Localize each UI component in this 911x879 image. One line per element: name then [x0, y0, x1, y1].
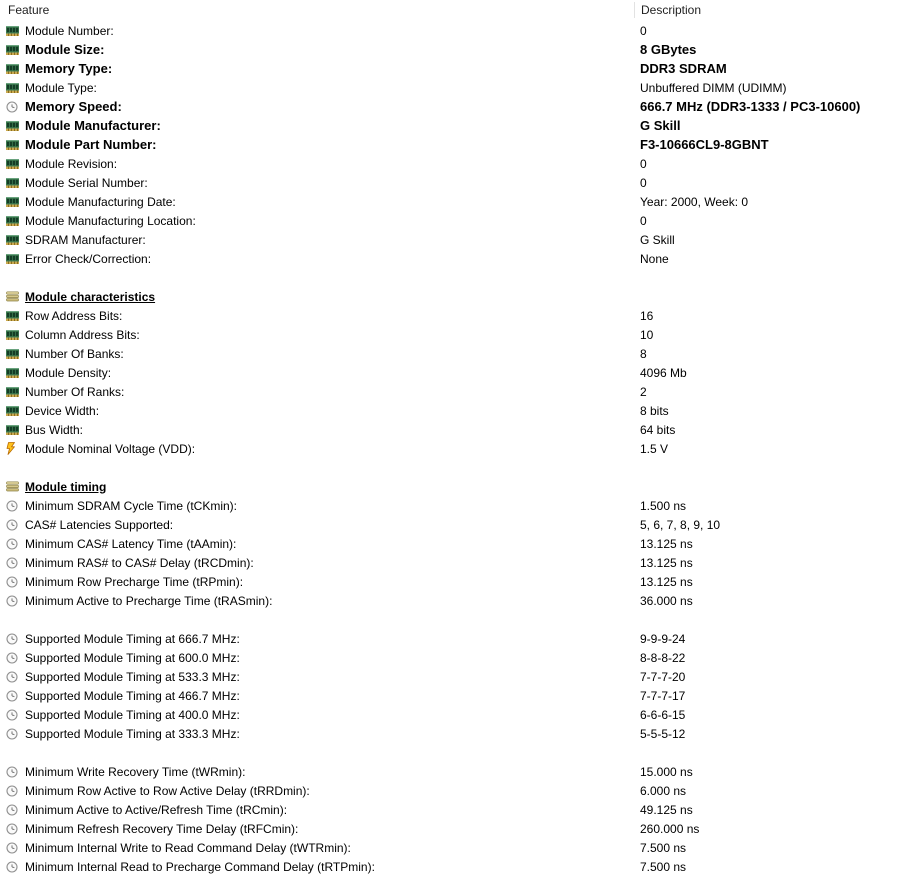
feature-label: Minimum SDRAM Cycle Time (tCKmin):	[25, 498, 238, 513]
feature-cell	[6, 40, 104, 59]
feature-cell	[6, 477, 106, 496]
feature-cell	[6, 838, 351, 857]
clock-icon	[6, 670, 20, 683]
description-value: 8-8-8-22	[640, 650, 686, 665]
description-value: 13.125 ns	[640, 574, 693, 589]
feature-label: Supported Module Timing at 600.0 MHz:	[25, 650, 240, 665]
spd-row[interactable]	[0, 59, 911, 78]
ram-icon	[6, 423, 20, 436]
spd-row[interactable]	[0, 192, 911, 211]
spacer-row	[0, 743, 911, 762]
description-value: F3-10666CL9-8GBNT	[640, 137, 769, 152]
ram-icon	[6, 385, 20, 398]
description-value: 0	[640, 213, 647, 228]
clock-icon	[6, 651, 20, 664]
feature-cell	[6, 306, 122, 325]
feature-column-header[interactable]: Feature	[8, 3, 50, 17]
feature-label: Supported Module Timing at 400.0 MHz:	[25, 707, 240, 722]
description-value: 1.5 V	[640, 441, 669, 456]
section-header-row[interactable]	[0, 477, 911, 496]
feature-cell	[6, 401, 99, 420]
spd-row[interactable]	[0, 344, 911, 363]
spd-row[interactable]	[0, 363, 911, 382]
feature-label: Number Of Banks:	[25, 346, 124, 361]
feature-cell	[6, 21, 114, 40]
clock-icon	[6, 708, 20, 721]
feature-cell	[6, 648, 240, 667]
ram-icon	[6, 43, 20, 56]
feature-label: SDRAM Manufacturer:	[25, 232, 146, 247]
description-value: 15.000 ns	[640, 764, 693, 779]
feature-cell	[6, 249, 151, 268]
spd-row[interactable]	[0, 249, 911, 268]
ram-icon	[6, 214, 20, 227]
spd-row[interactable]	[0, 572, 911, 591]
section-title: Module characteristics	[25, 289, 156, 304]
description-value: 7.500 ns	[640, 840, 687, 855]
ram-icon	[6, 328, 20, 341]
stack-icon	[6, 290, 20, 303]
clock-icon	[6, 632, 20, 645]
description-value: Year: 2000, Week: 0	[640, 194, 749, 209]
spd-row[interactable]	[0, 401, 911, 420]
feature-label: Minimum Row Active to Row Active Delay (tRRDmin):	[25, 783, 310, 798]
description-column-header[interactable]: Description	[641, 3, 702, 17]
description-value: Unbuffered DIMM (UDIMM)	[640, 80, 787, 95]
description-value: 1.500 ns	[640, 498, 687, 513]
feature-label: Module Manufacturing Date:	[25, 194, 176, 209]
description-value: 0	[640, 175, 647, 190]
description-value: 260.000 ns	[640, 821, 700, 836]
feature-cell	[6, 591, 272, 610]
feature-cell	[6, 439, 195, 458]
description-value: 6-6-6-15	[640, 707, 686, 722]
spacer-row	[0, 458, 911, 477]
spd-row[interactable]	[0, 762, 911, 781]
clock-icon	[6, 537, 20, 550]
ram-icon	[6, 176, 20, 189]
ram-icon	[6, 24, 20, 37]
feature-label: Module Serial Number:	[25, 175, 148, 190]
feature-cell	[6, 325, 140, 344]
clock-icon	[6, 727, 20, 740]
spd-row[interactable]	[0, 781, 911, 800]
feature-label: Minimum Internal Read to Precharge Command Delay (tRTPmin):	[25, 859, 375, 874]
spd-row[interactable]	[0, 116, 911, 135]
feature-cell	[6, 287, 155, 306]
description-value: 13.125 ns	[640, 536, 693, 551]
feature-label: Module Size:	[25, 42, 105, 57]
spd-row[interactable]	[0, 800, 911, 819]
feature-label: Minimum RAS# to CAS# Delay (tRCDmin):	[25, 555, 254, 570]
description-value: 4096 Mb	[640, 365, 687, 380]
spd-row[interactable]	[0, 857, 911, 876]
spacer-row	[0, 610, 911, 629]
feature-cell	[6, 572, 243, 591]
feature-cell	[6, 173, 148, 192]
feature-label: Minimum Active to Active/Refresh Time (tRCmin):	[25, 802, 288, 817]
spd-row[interactable]	[0, 439, 911, 458]
stack-icon	[6, 480, 20, 493]
spd-row[interactable]	[0, 629, 911, 648]
feature-cell	[6, 59, 112, 78]
description-value: 9-9-9-24	[640, 631, 686, 646]
description-value: 16	[640, 308, 654, 323]
ram-icon	[6, 195, 20, 208]
description-value: 6.000 ns	[640, 783, 687, 798]
feature-label: Module Number:	[25, 23, 114, 38]
feature-cell	[6, 800, 287, 819]
description-value: 0	[640, 23, 647, 38]
description-value: 36.000 ns	[640, 593, 693, 608]
ram-icon	[6, 404, 20, 417]
feature-label: Module Part Number:	[25, 137, 157, 152]
description-value: 64 bits	[640, 422, 676, 437]
ram-icon	[6, 81, 20, 94]
ram-icon	[6, 119, 20, 132]
section-title: Module timing	[25, 479, 107, 494]
feature-cell	[6, 781, 310, 800]
feature-cell	[6, 363, 111, 382]
feature-label: Module Manufacturing Location:	[25, 213, 196, 228]
ram-icon	[6, 157, 20, 170]
feature-cell	[6, 230, 146, 249]
feature-cell	[6, 819, 298, 838]
feature-cell	[6, 686, 240, 705]
feature-cell	[6, 553, 254, 572]
description-value: 49.125 ns	[640, 802, 693, 817]
listview-column-header	[0, 0, 911, 21]
description-value: 2	[640, 384, 647, 399]
clock-icon	[6, 689, 20, 702]
spd-row[interactable]	[0, 667, 911, 686]
spd-row[interactable]	[0, 211, 911, 230]
spd-row[interactable]	[0, 382, 911, 401]
clock-icon	[6, 784, 20, 797]
description-value: 10	[640, 327, 654, 342]
feature-cell	[6, 116, 161, 135]
clock-icon	[6, 822, 20, 835]
feature-cell	[6, 496, 237, 515]
spd-row[interactable]	[0, 838, 911, 857]
description-value: None	[640, 251, 669, 266]
clock-icon	[6, 518, 20, 531]
feature-label: Column Address Bits:	[25, 327, 140, 342]
spacer-row	[0, 268, 911, 287]
description-value: DDR3 SDRAM	[640, 61, 727, 76]
spd-row[interactable]	[0, 173, 911, 192]
feature-cell	[6, 192, 176, 211]
feature-label: CAS# Latencies Supported:	[25, 517, 174, 532]
feature-cell	[6, 135, 156, 154]
feature-label: Bus Width:	[25, 422, 84, 437]
description-value: 8	[640, 346, 647, 361]
feature-cell	[6, 382, 124, 401]
description-value: G Skill	[640, 118, 681, 133]
feature-cell	[6, 762, 245, 781]
spd-row[interactable]	[0, 534, 911, 553]
feature-label: Minimum Internal Write to Read Command Delay (tWTRmin):	[25, 840, 351, 855]
clock-icon	[6, 860, 20, 873]
description-value: 0	[640, 156, 647, 171]
clock-icon	[6, 499, 20, 512]
feature-label: Device Width:	[25, 403, 100, 418]
spd-row[interactable]	[0, 154, 911, 173]
description-value: 13.125 ns	[640, 555, 693, 570]
clock-icon	[6, 594, 20, 607]
feature-label: Memory Speed:	[25, 99, 122, 114]
feature-cell	[6, 344, 124, 363]
spd-row[interactable]	[0, 78, 911, 97]
ram-icon	[6, 366, 20, 379]
clock-icon	[6, 556, 20, 569]
feature-cell	[6, 857, 375, 876]
feature-cell	[6, 724, 240, 743]
column-divider[interactable]	[634, 2, 635, 18]
description-value: 666.7 MHz (DDR3-1333 / PC3-10600)	[640, 99, 861, 114]
clock-icon	[6, 765, 20, 778]
feature-cell	[6, 515, 173, 534]
feature-label: Module Type:	[25, 80, 97, 95]
feature-label: Supported Module Timing at 533.3 MHz:	[25, 669, 240, 684]
feature-label: Minimum Write Recovery Time (tWRmin):	[25, 764, 246, 779]
description-value: 7.500 ns	[640, 859, 687, 874]
feature-cell	[6, 705, 240, 724]
spd-info-list	[0, 21, 911, 879]
ram-icon	[6, 138, 20, 151]
feature-label: Supported Module Timing at 466.7 MHz:	[25, 688, 240, 703]
spd-row[interactable]	[0, 591, 911, 610]
clock-icon	[6, 803, 20, 816]
ram-icon	[6, 252, 20, 265]
description-value: 7-7-7-20	[640, 669, 686, 684]
spd-row[interactable]	[0, 325, 911, 344]
feature-cell	[6, 154, 117, 173]
feature-cell	[6, 97, 122, 116]
ram-icon	[6, 62, 20, 75]
spd-row[interactable]	[0, 686, 911, 705]
feature-label: Supported Module Timing at 666.7 MHz:	[25, 631, 240, 646]
feature-label: Minimum Active to Precharge Time (tRASmin):	[25, 593, 273, 608]
clock-icon	[6, 841, 20, 854]
description-value: G Skill	[640, 232, 675, 247]
feature-label: Module Revision:	[25, 156, 118, 171]
ram-icon	[6, 347, 20, 360]
feature-cell	[6, 420, 83, 439]
feature-label: Minimum CAS# Latency Time (tAAmin):	[25, 536, 237, 551]
feature-cell	[6, 667, 240, 686]
feature-cell	[6, 78, 97, 97]
ram-icon	[6, 309, 20, 322]
feature-label: Module Nominal Voltage (VDD):	[25, 441, 196, 456]
feature-label: Row Address Bits:	[25, 308, 123, 323]
description-value: 5, 6, 7, 8, 9, 10	[640, 517, 721, 532]
feature-label: Module Manufacturer:	[25, 118, 161, 133]
feature-cell	[6, 211, 196, 230]
spd-row[interactable]	[0, 420, 911, 439]
clock-icon	[6, 100, 20, 113]
spd-row[interactable]	[0, 306, 911, 325]
description-value: 8 bits	[640, 403, 669, 418]
section-header-row[interactable]	[0, 287, 911, 306]
feature-label: Minimum Row Precharge Time (tRPmin):	[25, 574, 244, 589]
feature-label: Error Check/Correction:	[25, 251, 152, 266]
ram-icon	[6, 233, 20, 246]
spd-row[interactable]	[0, 648, 911, 667]
spd-row[interactable]	[0, 553, 911, 572]
description-value: 8 GBytes	[640, 42, 697, 57]
bolt-icon	[6, 442, 20, 455]
spd-row[interactable]	[0, 515, 911, 534]
spd-row[interactable]	[0, 705, 911, 724]
feature-cell	[6, 629, 240, 648]
description-value: 5-5-5-12	[640, 726, 686, 741]
feature-label: Module Density:	[25, 365, 112, 380]
spd-row[interactable]	[0, 230, 911, 249]
clock-icon	[6, 575, 20, 588]
feature-label: Number Of Ranks:	[25, 384, 125, 399]
feature-label: Memory Type:	[25, 61, 113, 76]
spd-row[interactable]	[0, 496, 911, 515]
spd-row[interactable]	[0, 40, 911, 59]
description-value: 7-7-7-17	[640, 688, 686, 703]
feature-cell	[6, 534, 236, 553]
spd-row[interactable]	[0, 97, 911, 116]
spd-row[interactable]	[0, 21, 911, 40]
spd-row[interactable]	[0, 724, 911, 743]
feature-label: Minimum Refresh Recovery Time Delay (tRFCmin):	[25, 821, 299, 836]
spd-row[interactable]	[0, 819, 911, 838]
spd-row[interactable]	[0, 135, 911, 154]
feature-label: Supported Module Timing at 333.3 MHz:	[25, 726, 240, 741]
